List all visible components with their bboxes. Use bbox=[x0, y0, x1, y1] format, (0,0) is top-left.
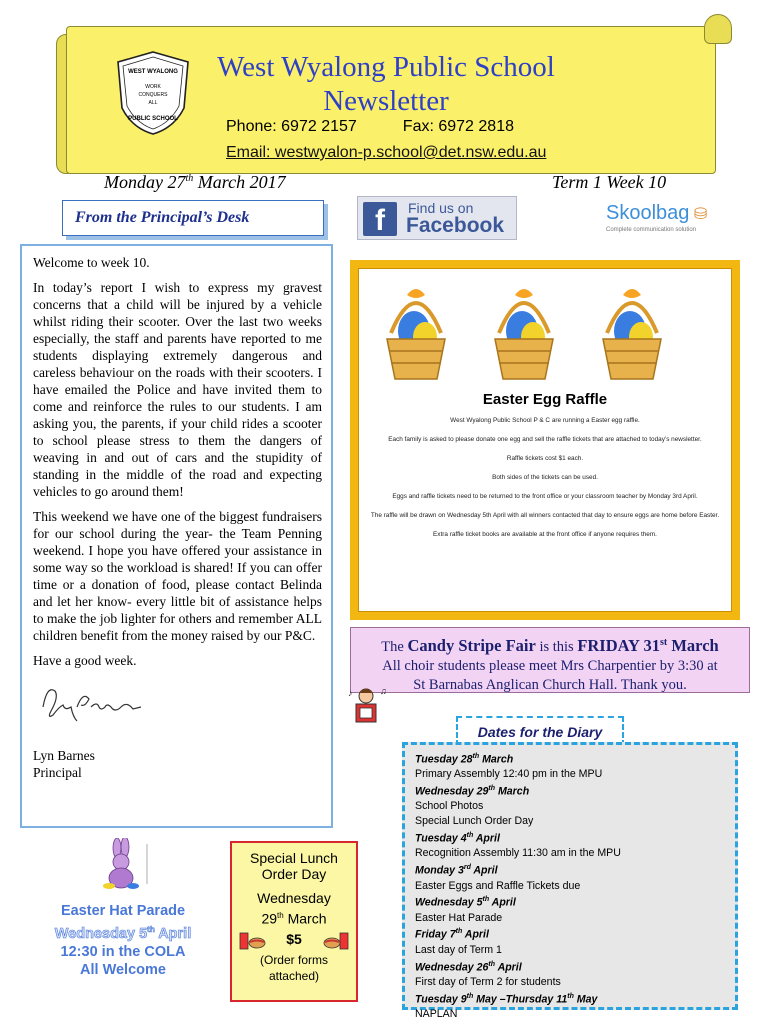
facebook-label: Facebook bbox=[406, 214, 505, 237]
email-link[interactable]: Email: westwyalon-p.school@det.nsw.edu.au bbox=[226, 144, 547, 161]
diary-date-month: April bbox=[470, 864, 498, 877]
diary-date bbox=[415, 893, 725, 910]
diary-date-text: Tuesday 4 bbox=[415, 832, 467, 845]
candy-line1 bbox=[351, 633, 749, 657]
hat-date-sup: th bbox=[147, 924, 155, 934]
diary-item: Last day of Term 1 bbox=[415, 943, 502, 956]
diary-date-month: March bbox=[495, 785, 530, 798]
diary-item: Recognition Assembly 11:30 am in the MPU bbox=[415, 847, 621, 860]
raffle-line: Each family is asked to please donate one egg and sell the raffle tickets that are attached to today’s newsletter. bbox=[388, 436, 702, 443]
easter-basket-icon bbox=[597, 279, 667, 385]
easter-bunny-icon bbox=[93, 838, 153, 892]
diary-date-text: Wednesday 26 bbox=[415, 961, 489, 974]
special-lunch-notice bbox=[230, 841, 358, 1002]
skoolbag-bag-icon: ⛁ bbox=[689, 206, 708, 223]
raffle-line: Both sides of the tickets can be used. bbox=[492, 474, 598, 481]
skoolbag-tagline: Complete communication solution bbox=[606, 227, 697, 233]
diary-date-sup: th bbox=[472, 753, 480, 760]
diary-item: First day of Term 2 for students bbox=[415, 975, 561, 988]
diary-date-sup: rd bbox=[463, 864, 471, 872]
diary-date bbox=[415, 925, 725, 942]
school-crest-logo bbox=[114, 50, 192, 136]
diary-date bbox=[415, 829, 725, 846]
raffle-line: The raffle will be drawn on Wednesday 5th April with all winners contacted that day to ensure eggs are home before Easter. bbox=[370, 512, 720, 519]
crest-text-work: WORK bbox=[145, 84, 161, 90]
diary-dates-list bbox=[402, 742, 738, 1020]
issue-date bbox=[104, 172, 286, 193]
raffle-line: Extra raffle ticket books are available at the front office if anyone requires them. bbox=[433, 531, 657, 538]
hat-parade-date bbox=[30, 921, 216, 943]
phone-number: Phone: 6972 2157 bbox=[226, 118, 357, 135]
raffle-title: Easter Egg Raffle bbox=[482, 391, 608, 408]
lunch-title bbox=[232, 850, 356, 882]
lunch-title-line1: Special Lunch bbox=[250, 850, 338, 866]
lunch-date-sup: th bbox=[277, 911, 284, 920]
diary-date-month: May –Thursday 11 bbox=[473, 993, 568, 1006]
raffle-inner bbox=[358, 268, 732, 612]
diary-item: Easter Hat Parade bbox=[415, 911, 503, 924]
diary-date-text: Friday 7 bbox=[415, 928, 456, 941]
lunch-title-line2: Order Day bbox=[261, 866, 327, 882]
skoolbag-logo[interactable] bbox=[606, 202, 707, 233]
diary-date-text: Tuesday 9 bbox=[415, 993, 467, 1006]
diary-item: NAPLAN bbox=[415, 1008, 458, 1020]
term-week: Term 1 Week 10 bbox=[552, 172, 667, 192]
date-sup: th bbox=[185, 173, 194, 184]
candy-fair-name: Candy Stripe Fair bbox=[407, 635, 536, 655]
lunch-date-month: March bbox=[283, 910, 327, 927]
facebook-find-us: Find us on bbox=[408, 200, 474, 216]
diary-date-month: April bbox=[495, 961, 522, 974]
principal-letter bbox=[20, 244, 333, 828]
facebook-link[interactable] bbox=[357, 196, 517, 240]
diary-date bbox=[415, 990, 725, 1007]
crest-text-conquers: CONQUERS bbox=[138, 92, 168, 98]
letter-closing: Have a good week. bbox=[33, 653, 137, 668]
diary-date-month: April bbox=[462, 928, 489, 941]
diary-item: Primary Assembly 12:40 pm in the MPU bbox=[415, 768, 603, 781]
diary-date bbox=[415, 782, 725, 799]
diary-date-sup: th bbox=[455, 928, 463, 936]
lunch-order-note bbox=[232, 952, 356, 984]
easter-basket-icon bbox=[381, 279, 451, 385]
principal-name: Lyn Barnes bbox=[33, 748, 95, 763]
school-name bbox=[216, 50, 556, 118]
principal-signature bbox=[37, 677, 147, 725]
raffle-line: Raffle tickets cost $1 each. bbox=[506, 455, 584, 462]
hotdog-drink-icon bbox=[238, 929, 266, 951]
diary-date-month: April bbox=[473, 832, 500, 845]
diary-item: Special Lunch Order Day bbox=[415, 815, 534, 828]
hat-parade-title: Easter Hat Parade bbox=[60, 903, 186, 919]
diary-date-text: Monday 3 bbox=[415, 864, 464, 877]
facebook-icon: f bbox=[363, 202, 397, 236]
letter-greeting: Welcome to week 10. bbox=[33, 255, 150, 270]
lunch-price: $5 bbox=[286, 930, 302, 947]
lunch-note-line1: (Order forms bbox=[259, 952, 328, 967]
diary-date-sup: th bbox=[482, 896, 490, 904]
candy-the: The bbox=[381, 638, 408, 655]
choir-singer-icon bbox=[344, 684, 390, 728]
letter-paragraph-scooters: In today’s report I wish to express my gravest concerns that a child will be injured by a vehicle whilst riding their scooter. Over the last two weeks especially, the staff and parents have reported to me students displaying extremely dangerous and careless behaviour on the roads with their scooters. I have emailed the Police and have invited them to come and reinforce the rules to our students. I am asking you, the parents, if your child rides a scooter to school please stress to them the dangers of weaving in and out of cars and the stupidity of standing in the middle of the road and expecting vehicles to go around them! bbox=[33, 280, 322, 499]
diary-date-month: April bbox=[489, 896, 516, 909]
school-name-line1: West Wyalong Public School bbox=[217, 51, 555, 83]
principal-desk-heading bbox=[62, 200, 324, 236]
hotdog-drink-icon bbox=[322, 929, 350, 951]
easter-baskets bbox=[359, 279, 731, 389]
diary-date-text: Wednesday 29 bbox=[415, 785, 489, 798]
diary-date bbox=[415, 958, 725, 975]
date-text: Monday 27 bbox=[104, 172, 186, 192]
candy-stripe-fair-notice bbox=[350, 627, 750, 693]
hat-parade-time: 12:30 in the COLA bbox=[60, 943, 186, 960]
hat-date-text: Wednesday 5 bbox=[54, 925, 148, 942]
diary-date-sup: th bbox=[466, 832, 474, 840]
newsletter-header-banner bbox=[56, 14, 732, 172]
raffle-details bbox=[369, 417, 721, 550]
principal-heading-text: From the Principal’s Desk bbox=[75, 209, 250, 226]
lunch-date bbox=[232, 890, 356, 928]
hat-parade-welcome: All Welcome bbox=[80, 962, 166, 979]
raffle-line: Eggs and raffle tickets need to be returned to the front office or your classroom teacher by Monday 3rd April. bbox=[392, 493, 698, 500]
diary-date-month: March bbox=[479, 753, 514, 766]
easter-raffle-flyer bbox=[350, 260, 740, 620]
candy-is-this: is this bbox=[535, 638, 578, 655]
easter-hat-parade bbox=[30, 902, 216, 980]
lunch-day: Wednesday bbox=[257, 890, 331, 906]
diary-date bbox=[415, 861, 725, 878]
crest-text-top: WEST WYALONG bbox=[128, 69, 178, 75]
lunch-date-line bbox=[232, 907, 356, 928]
candy-line3: St Barnabas Anglican Church Hall. Thank you. bbox=[413, 676, 687, 693]
hat-date-month: April bbox=[154, 925, 192, 942]
school-name-line2: Newsletter bbox=[323, 85, 449, 117]
candy-month: March bbox=[667, 635, 719, 655]
music-note-icon: ♫ bbox=[380, 686, 387, 696]
raffle-line: West Wyalong Public School P & C are running a Easter egg raffle. bbox=[450, 417, 640, 424]
fax-number: Fax: 6972 2818 bbox=[402, 118, 514, 135]
diary-heading: Dates for the Diary bbox=[456, 716, 624, 746]
candy-day-sup: st bbox=[659, 637, 668, 648]
crest-text-bottom: PUBLIC SCHOOL bbox=[128, 116, 178, 122]
easter-basket-icon bbox=[489, 279, 559, 385]
letter-paragraph-fundraiser: This weekend we have one of the biggest fundraisers for our school during the year- the Team Penning weekend. I hope you have offered your assistance in some way so the workload is shared! If you can offer time or a donation of food, please contact Belinda and let her know- every little bit of assistance helps to make the job lighter for others and remember ALL children benefit from the money raised by our P&C. bbox=[33, 509, 322, 643]
diary-date bbox=[415, 750, 725, 767]
candy-day: FRIDAY 31 bbox=[577, 635, 660, 655]
diary-date-sup: th bbox=[488, 960, 496, 968]
lunch-note-line2: attached) bbox=[268, 968, 320, 983]
skoolbag-name: Skoolbag bbox=[606, 202, 690, 224]
lunch-date-num: 29 bbox=[261, 910, 278, 927]
scroll-curl-right bbox=[704, 14, 732, 44]
diary-item: School Photos bbox=[415, 800, 484, 813]
diary-date-sup: th bbox=[466, 992, 474, 1000]
phone-fax-row bbox=[226, 118, 560, 136]
diary-date-sup: th bbox=[567, 992, 574, 1000]
date-month: March 2017 bbox=[193, 172, 286, 192]
principal-role: Principal bbox=[33, 765, 82, 780]
candy-line2: All choir students please meet Mrs Charpentier by 3:30 at bbox=[382, 657, 718, 674]
crest-text-all: ALL bbox=[148, 100, 158, 106]
music-note-icon: ♪ bbox=[348, 688, 353, 698]
diary-date-text: Wednesday 5 bbox=[415, 896, 483, 909]
diary-item: Easter Eggs and Raffle Tickets due bbox=[415, 879, 581, 892]
diary-date-sup: th bbox=[488, 785, 496, 793]
diary-date-text: Tuesday 28 bbox=[415, 753, 473, 766]
diary-date-month: May bbox=[573, 993, 598, 1006]
